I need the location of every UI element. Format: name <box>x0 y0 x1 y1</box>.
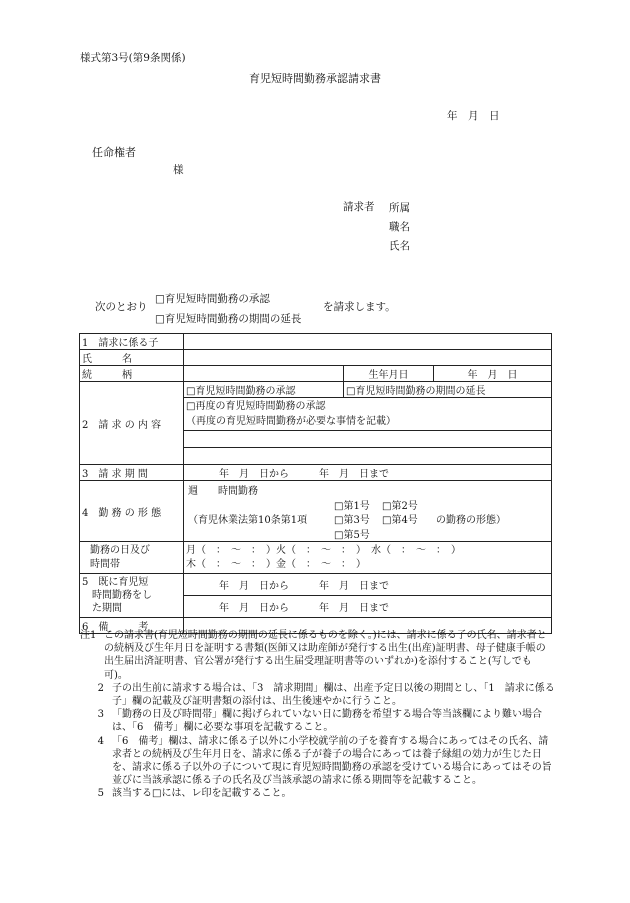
child-name-field[interactable] <box>184 350 552 366</box>
days-row-thu-fri: 木（ ： ～ ： ）金（ ： ～ ： ） <box>186 558 366 570</box>
sec2-reapproval-note: （再度の育児短時間勤務が必要な事情を記載） <box>186 416 396 427</box>
days-label-line1: 勤務の日及び <box>90 544 150 556</box>
intro-option-extension[interactable]: □育児短時間勤務の期間の延長 <box>155 313 302 325</box>
days-label <box>80 542 184 574</box>
sec4-suffix: の勤務の形態） <box>436 515 506 526</box>
note-item <box>80 787 555 800</box>
sec4-opt-3[interactable]: □第3号 <box>334 515 370 526</box>
sec4-opt-5[interactable]: □第5号 <box>334 530 370 541</box>
note-number: 2 <box>97 682 104 694</box>
note-text: 子の出生前に請求する場合は、「3 請求期間」欄は、出産予定日以後の期間とし、「1 請求に係る子」欄の記載及び証明書類の添付は、出生後速やかに行うこと。 <box>112 682 555 708</box>
note-item <box>80 708 555 734</box>
sec2-option-extension[interactable]: □育児短時間勤務の期間の延長 <box>344 382 552 398</box>
sec2-reason-line[interactable] <box>184 448 552 465</box>
form-number: 様式第3号(第9条関係) <box>80 52 186 64</box>
sec4-week-hours[interactable]: 週 時間勤務 <box>188 486 258 497</box>
note-item <box>80 629 555 682</box>
honorific-label: 様 <box>173 164 184 176</box>
note-text: 「6 備考」欄は、請求に係る子以外に小学校就学前の子を養育する場合にあってはその氏名、請求者との続柄及び生年月日を、請求に係る子が養子の場合にあっては養子縁組の効力が生じた日を、請求に係る子以外の子について現に育児短時間勤務の承認を受けている場合にあってはその旨並びに当該承認に係る子の氏名及び当該承認の請求に係る期間等を記載すること。 <box>112 735 552 787</box>
intro-option-approval[interactable]: □育児短時間勤務の承認 <box>155 293 270 305</box>
note-number: 3 <box>97 709 104 721</box>
sec4-content <box>184 481 552 542</box>
request-form-table <box>79 333 552 634</box>
sec4-opt-2[interactable]: □第2号 <box>382 501 418 512</box>
note-item <box>80 682 555 708</box>
notes-section <box>80 629 555 801</box>
intro-options <box>155 289 301 329</box>
intro-suffix: を請求します。 <box>323 301 396 313</box>
note-text: この請求書(育児短時間勤務の期間の延長に係るものを除く。)には、請求に係る子の氏名、請求者との続柄及び生年月日を証明する書類(医師又は助産師が発行する出生(出産)証明書、母子健康手帳の出生届出済証明書、官公署が発行する出生届受理証明書等のいずれか)を添付すること(写しでも可)。 <box>104 630 547 681</box>
sec5-label <box>80 574 184 618</box>
appointer-label: 任命権者 <box>92 146 136 159</box>
requester-name-field[interactable]: 氏名 <box>389 240 410 252</box>
requester-dept-field[interactable]: 所属 <box>389 202 410 214</box>
note-number: 5 <box>97 788 104 800</box>
requester-title-field[interactable]: 職名 <box>389 221 410 233</box>
sec4-opt-1[interactable]: □第1号 <box>334 501 370 512</box>
relation-field[interactable] <box>184 366 344 382</box>
sec3-period-field[interactable]: 年 月 日から 年 月 日まで <box>184 465 552 481</box>
sec2-option-reapproval[interactable] <box>184 398 552 431</box>
date-line[interactable]: 年 月 日 <box>447 110 500 122</box>
note-number: 4 <box>97 735 104 747</box>
days-times-field[interactable] <box>184 542 552 574</box>
note-text: 「勤務の日及び時間帯」欄に掲げられていない日に勤務を希望する場合等当該欄により難い場合は、「6 備考」欄に必要な事項を記載すること。 <box>112 709 542 734</box>
page-title: 育児短時間勤務承認請求書 <box>249 72 381 85</box>
intro-prefix: 次のとおり <box>95 301 148 313</box>
requester-label: 請求者 <box>343 201 375 213</box>
sec2-reapproval-label: □再度の育児短時間勤務の承認 <box>186 401 326 412</box>
sec5-label-line3: た期間 <box>92 603 122 614</box>
sec1-header: 1 請求に係る子 <box>80 334 184 350</box>
sec5-label-line2: 時間勤務をし <box>92 590 152 601</box>
sec2-option-approval[interactable]: □育児短時間勤務の承認 <box>184 382 344 398</box>
days-row-mon-wed: 月（ ： ～ ： ）火（ ： ～ ： ） 水（ ： ～ ： ） <box>186 544 461 556</box>
sec5-period-1[interactable]: 年 月 日から 年 月 日まで <box>184 574 552 596</box>
days-label-line2: 時間帯 <box>90 558 120 570</box>
sec2-label: 2 請 求 の 内 容 <box>80 382 184 465</box>
child-name-label: 氏 名 <box>80 350 184 366</box>
sec4-opt-4[interactable]: □第4号 <box>382 515 418 526</box>
sec2-reason-line[interactable] <box>184 431 552 448</box>
sec5-period-2[interactable]: 年 月 日から 年 月 日まで <box>184 596 552 618</box>
note-number: 注1 <box>80 630 97 641</box>
sec1-blank <box>184 334 552 350</box>
sec4-law-ref: （育児休業法第10条第1項 <box>188 515 308 526</box>
relation-label: 続 柄 <box>80 366 184 382</box>
sec5-label-line1: 5 既に育児短 <box>82 577 149 588</box>
requester-fields <box>389 199 410 256</box>
birth-field[interactable]: 年 月 日 <box>434 366 552 382</box>
sec3-label: 3 請 求 期 間 <box>80 465 184 481</box>
note-text: 該当する□には、レ印を記載すること。 <box>112 788 292 800</box>
sec6-label: 6 備 考 <box>80 618 184 634</box>
sec4-label: 4 勤 務 の 形 態 <box>80 481 184 542</box>
note-item <box>80 735 555 788</box>
birth-label: 生年月日 <box>344 366 434 382</box>
